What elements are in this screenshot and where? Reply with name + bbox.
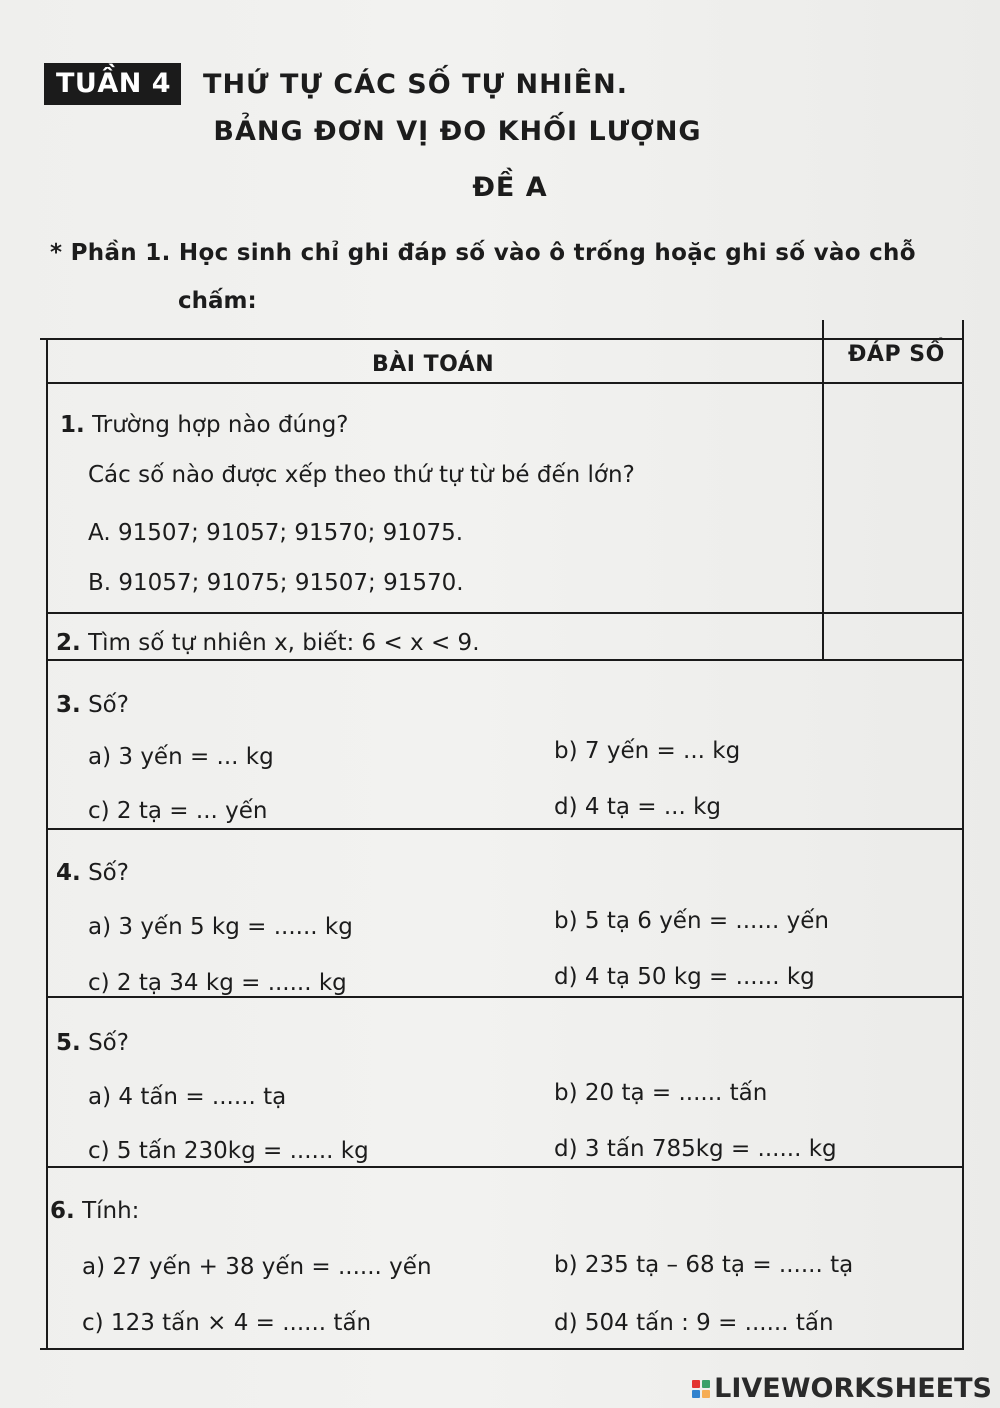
question-4-number: 4. — [56, 860, 81, 886]
answer-cell-1[interactable] — [826, 386, 960, 610]
question-6-item-a[interactable]: a) 27 yến + 38 yến = ...... yến — [82, 1254, 432, 1280]
title-line-1: THỨ TỰ CÁC SỐ TỰ NHIÊN. — [203, 68, 629, 100]
question-3 — [56, 692, 129, 718]
problem-table — [40, 320, 964, 1350]
question-6-text: Tính: — [82, 1198, 140, 1224]
row-divider-3 — [46, 828, 964, 830]
question-1 — [60, 412, 349, 438]
question-6 — [50, 1198, 139, 1224]
question-5-item-a[interactable]: a) 4 tấn = ...... tạ — [88, 1084, 287, 1110]
question-6-item-c[interactable]: c) 123 tấn × 4 = ...... tấn — [82, 1310, 372, 1336]
question-3-item-d[interactable]: d) 4 tạ = ... kg — [554, 794, 721, 820]
question-5-text: Số? — [88, 1030, 129, 1056]
question-6-item-d[interactable]: d) 504 tấn : 9 = ...... tấn — [554, 1310, 834, 1336]
table-top-border — [40, 338, 964, 340]
question-5-item-c[interactable]: c) 5 tấn 230kg = ...... kg — [88, 1138, 369, 1164]
question-5-item-d[interactable]: d) 3 tấn 785kg = ...... kg — [554, 1136, 837, 1162]
instruction-line-2: chấm: — [178, 288, 257, 314]
question-1-text: Trường hợp nào đúng? — [92, 412, 349, 438]
logo-square-2 — [702, 1380, 710, 1388]
header-row-divider — [46, 382, 964, 384]
table-left-border — [46, 338, 48, 1350]
question-3-item-a[interactable]: a) 3 yến = ... kg — [88, 744, 274, 770]
answer-column-divider — [822, 320, 824, 660]
column-header-answer: ĐÁP SỐ — [848, 342, 945, 367]
question-4-item-a[interactable]: a) 3 yến 5 kg = ...... kg — [88, 914, 353, 940]
question-6-number: 6. — [50, 1198, 75, 1224]
liveworksheets-logo-text: LIVEWORKSHEETS — [714, 1373, 992, 1404]
question-4-text: Số? — [88, 860, 129, 886]
liveworksheets-logo-icon — [692, 1380, 710, 1398]
question-5-item-b[interactable]: b) 20 tạ = ...... tấn — [554, 1080, 768, 1106]
question-2-number: 2. — [56, 630, 81, 656]
logo-square-1 — [692, 1380, 700, 1388]
question-4-item-d[interactable]: d) 4 tạ 50 kg = ...... kg — [554, 964, 815, 990]
question-3-item-b[interactable]: b) 7 yến = ... kg — [554, 738, 741, 764]
liveworksheets-logo[interactable] — [692, 1373, 992, 1404]
answer-cell-2[interactable] — [826, 616, 960, 658]
question-1-option-a: A. 91507; 91057; 91570; 91075. — [88, 520, 464, 546]
logo-square-4 — [702, 1390, 710, 1398]
table-right-border — [962, 320, 964, 1350]
column-header-problem: BÀI TOÁN — [372, 352, 495, 377]
question-4-item-b[interactable]: b) 5 tạ 6 yến = ...... yến — [554, 908, 829, 934]
question-4-item-c[interactable]: c) 2 tạ 34 kg = ...... kg — [88, 970, 347, 996]
question-6-item-b[interactable]: b) 235 tạ – 68 tạ = ...... tạ — [554, 1252, 854, 1278]
title-line-2: BẢNG ĐƠN VỊ ĐO KHỐI LƯỢNG — [213, 116, 702, 147]
question-4 — [56, 860, 129, 886]
question-1-number: 1. — [60, 412, 85, 438]
table-bottom-border — [40, 1348, 964, 1350]
row-divider-2 — [46, 659, 964, 661]
question-3-text: Số? — [88, 692, 129, 718]
question-3-number: 3. — [56, 692, 81, 718]
question-2 — [56, 630, 480, 656]
question-5 — [56, 1030, 129, 1056]
week-badge: TUẦN 4 — [44, 63, 181, 105]
question-5-number: 5. — [56, 1030, 81, 1056]
row-divider-5 — [46, 1166, 964, 1168]
question-1-option-b: B. 91057; 91075; 91507; 91570. — [88, 570, 464, 596]
title-line-3: ĐỀ A — [472, 172, 548, 203]
logo-square-3 — [692, 1390, 700, 1398]
question-2-text: Tìm số tự nhiên x, biết: 6 < x < 9. — [88, 630, 480, 656]
question-3-item-c[interactable]: c) 2 tạ = ... yến — [88, 798, 268, 824]
row-divider-1 — [46, 612, 964, 614]
header-row — [44, 62, 628, 106]
row-divider-4 — [46, 996, 964, 998]
question-1-subtext: Các số nào được xếp theo thứ tự từ bé đến lớn? — [88, 462, 635, 488]
instruction-line-1: * Phần 1. Học sinh chỉ ghi đáp số vào ô trống hoặc ghi số vào chỗ — [50, 240, 916, 266]
